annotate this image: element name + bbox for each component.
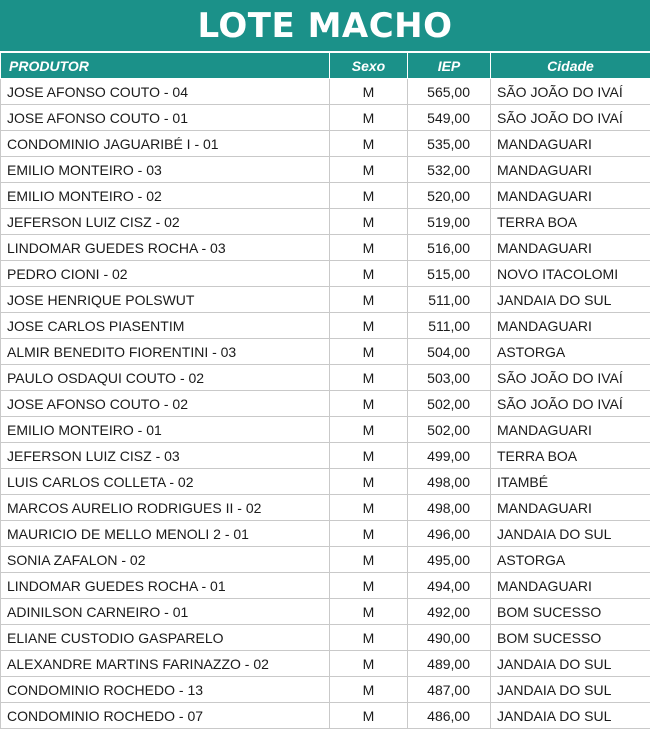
cell-produtor: LINDOMAR GUEDES ROCHA - 03	[1, 235, 330, 261]
cell-cidade: MANDAGUARI	[491, 573, 650, 599]
cell-cidade: MANDAGUARI	[491, 183, 650, 209]
cell-produtor: JEFERSON LUIZ CISZ - 03	[1, 443, 330, 469]
cell-produtor: LUIS CARLOS COLLETA - 02	[1, 469, 330, 495]
cell-produtor: LINDOMAR GUEDES ROCHA - 01	[1, 573, 330, 599]
cell-cidade: SÃO JOÃO DO IVAÍ	[491, 391, 650, 417]
cell-cidade: ASTORGA	[491, 339, 650, 365]
cell-produtor: JEFERSON LUIZ CISZ - 02	[1, 209, 330, 235]
cell-iep: 565,00	[408, 79, 491, 105]
cell-sexo: M	[330, 313, 408, 339]
cell-sexo: M	[330, 287, 408, 313]
cell-produtor: ADINILSON CARNEIRO - 01	[1, 599, 330, 625]
table-row	[1, 79, 650, 105]
cell-iep: 486,00	[408, 703, 491, 729]
cell-cidade: TERRA BOA	[491, 443, 650, 469]
cell-sexo: M	[330, 599, 408, 625]
cell-iep: 520,00	[408, 183, 491, 209]
cell-produtor: EMILIO MONTEIRO - 03	[1, 157, 330, 183]
cell-produtor: JOSE AFONSO COUTO - 02	[1, 391, 330, 417]
cell-iep: 496,00	[408, 521, 491, 547]
cell-cidade: MANDAGUARI	[491, 157, 650, 183]
cell-produtor: EMILIO MONTEIRO - 01	[1, 417, 330, 443]
cell-sexo: M	[330, 183, 408, 209]
cell-iep: 532,00	[408, 157, 491, 183]
cell-produtor: CONDOMINIO JAGUARIBÉ I - 01	[1, 131, 330, 157]
cell-cidade: MANDAGUARI	[491, 235, 650, 261]
table-row	[1, 599, 650, 625]
column-header-iep: IEP	[408, 53, 491, 79]
cell-produtor: SONIA ZAFALON - 02	[1, 547, 330, 573]
cell-sexo: M	[330, 677, 408, 703]
cell-iep: 549,00	[408, 105, 491, 131]
cell-cidade: SÃO JOÃO DO IVAÍ	[491, 79, 650, 105]
cell-cidade: BOM SUCESSO	[491, 625, 650, 651]
cell-produtor: CONDOMINIO ROCHEDO - 13	[1, 677, 330, 703]
cell-sexo: M	[330, 625, 408, 651]
cell-iep: 516,00	[408, 235, 491, 261]
cell-produtor: CONDOMINIO ROCHEDO - 07	[1, 703, 330, 729]
cell-sexo: M	[330, 495, 408, 521]
cell-iep: 498,00	[408, 469, 491, 495]
table-row	[1, 365, 650, 391]
cell-sexo: M	[330, 131, 408, 157]
cell-produtor: PAULO OSDAQUI COUTO - 02	[1, 365, 330, 391]
cell-produtor: JOSE AFONSO COUTO - 01	[1, 105, 330, 131]
table-row	[1, 131, 650, 157]
cell-iep: 504,00	[408, 339, 491, 365]
cell-sexo: M	[330, 209, 408, 235]
cell-iep: 511,00	[408, 287, 491, 313]
table-row	[1, 157, 650, 183]
table-row	[1, 651, 650, 677]
cell-iep: 519,00	[408, 209, 491, 235]
table-row	[1, 417, 650, 443]
cell-cidade: ITAMBÉ	[491, 469, 650, 495]
cell-sexo: M	[330, 573, 408, 599]
cell-produtor: MARCOS AURELIO RODRIGUES II - 02	[1, 495, 330, 521]
cell-iep: 502,00	[408, 417, 491, 443]
cell-cidade: TERRA BOA	[491, 209, 650, 235]
cell-iep: 495,00	[408, 547, 491, 573]
cell-iep: 487,00	[408, 677, 491, 703]
table-row	[1, 573, 650, 599]
cell-produtor: ALMIR BENEDITO FIORENTINI - 03	[1, 339, 330, 365]
cell-cidade: SÃO JOÃO DO IVAÍ	[491, 365, 650, 391]
table-row	[1, 521, 650, 547]
cell-cidade: JANDAIA DO SUL	[491, 677, 650, 703]
cell-sexo: M	[330, 417, 408, 443]
cell-cidade: MANDAGUARI	[491, 313, 650, 339]
table-row	[1, 209, 650, 235]
cell-iep: 502,00	[408, 391, 491, 417]
cell-produtor: JOSE HENRIQUE POLSWUT	[1, 287, 330, 313]
cell-sexo: M	[330, 703, 408, 729]
table-row	[1, 703, 650, 729]
cell-sexo: M	[330, 547, 408, 573]
column-header-produtor: PRODUTOR	[1, 53, 330, 79]
cell-cidade: SÃO JOÃO DO IVAÍ	[491, 105, 650, 131]
table-row	[1, 443, 650, 469]
cell-sexo: M	[330, 105, 408, 131]
cell-cidade: JANDAIA DO SUL	[491, 287, 650, 313]
cell-sexo: M	[330, 79, 408, 105]
cell-produtor: JOSE AFONSO COUTO - 04	[1, 79, 330, 105]
header-row	[1, 53, 650, 79]
cell-sexo: M	[330, 443, 408, 469]
cell-produtor: MAURICIO DE MELLO MENOLI 2 - 01	[1, 521, 330, 547]
cell-iep: 515,00	[408, 261, 491, 287]
cell-iep: 490,00	[408, 625, 491, 651]
table-row	[1, 547, 650, 573]
cell-iep: 494,00	[408, 573, 491, 599]
table-header	[1, 53, 650, 79]
table-body	[1, 79, 650, 729]
table-row	[1, 183, 650, 209]
cell-cidade: JANDAIA DO SUL	[491, 703, 650, 729]
cell-produtor: ELIANE CUSTODIO GASPARELO	[1, 625, 330, 651]
column-header-cidade: Cidade	[491, 53, 650, 79]
table-row	[1, 469, 650, 495]
column-header-sexo: Sexo	[330, 53, 408, 79]
cell-iep: 503,00	[408, 365, 491, 391]
cell-sexo: M	[330, 365, 408, 391]
table-row	[1, 105, 650, 131]
cell-sexo: M	[330, 521, 408, 547]
page-title: LOTE MACHO	[0, 0, 650, 52]
cell-iep: 499,00	[408, 443, 491, 469]
cell-sexo: M	[330, 391, 408, 417]
table-row	[1, 677, 650, 703]
cell-iep: 498,00	[408, 495, 491, 521]
cell-sexo: M	[330, 261, 408, 287]
cell-iep: 492,00	[408, 599, 491, 625]
cell-cidade: JANDAIA DO SUL	[491, 651, 650, 677]
cell-iep: 535,00	[408, 131, 491, 157]
table-row	[1, 391, 650, 417]
cell-cidade: MANDAGUARI	[491, 131, 650, 157]
cell-iep: 511,00	[408, 313, 491, 339]
table-row	[1, 625, 650, 651]
cell-sexo: M	[330, 157, 408, 183]
table-row	[1, 339, 650, 365]
cell-cidade: MANDAGUARI	[491, 417, 650, 443]
cell-produtor: JOSE CARLOS PIASENTIM	[1, 313, 330, 339]
table-row	[1, 235, 650, 261]
cell-cidade: NOVO ITACOLOMI	[491, 261, 650, 287]
ranking-table	[0, 52, 650, 729]
cell-produtor: ALEXANDRE MARTINS FARINAZZO - 02	[1, 651, 330, 677]
cell-produtor: EMILIO MONTEIRO - 02	[1, 183, 330, 209]
cell-cidade: MANDAGUARI	[491, 495, 650, 521]
cell-iep: 489,00	[408, 651, 491, 677]
cell-cidade: JANDAIA DO SUL	[491, 521, 650, 547]
cell-sexo: M	[330, 469, 408, 495]
cell-cidade: BOM SUCESSO	[491, 599, 650, 625]
cell-produtor: PEDRO CIONI - 02	[1, 261, 330, 287]
table-row	[1, 261, 650, 287]
cell-sexo: M	[330, 339, 408, 365]
table-row	[1, 287, 650, 313]
table-row	[1, 313, 650, 339]
cell-cidade: ASTORGA	[491, 547, 650, 573]
table-row	[1, 495, 650, 521]
cell-sexo: M	[330, 651, 408, 677]
cell-sexo: M	[330, 235, 408, 261]
